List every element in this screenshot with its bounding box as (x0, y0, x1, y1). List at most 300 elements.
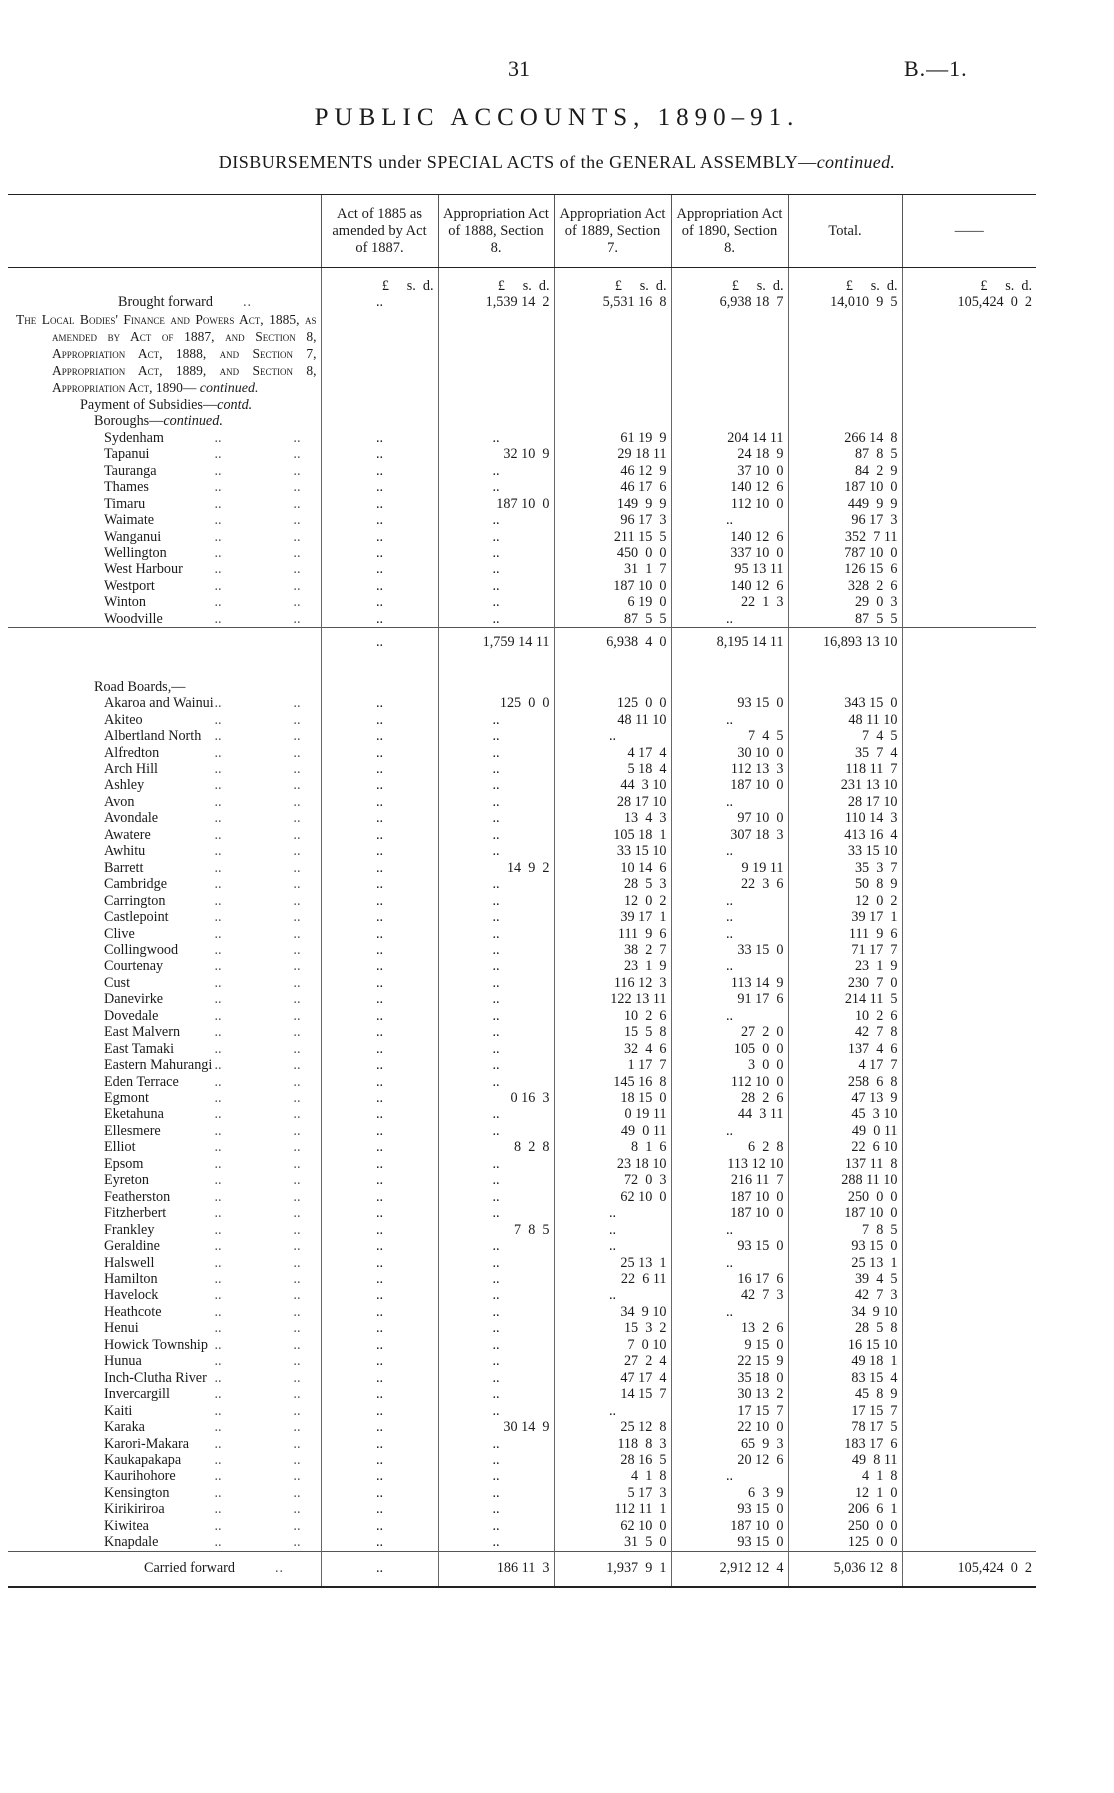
cell-appropriation-1889: 46 17 6 (554, 479, 671, 495)
unit-label: £ s. d. (902, 268, 1036, 295)
cell-appropriation-1888: .. (438, 712, 554, 728)
road-board-row (8, 1156, 1036, 1172)
road-board-row (8, 1534, 1036, 1551)
cell-appropriation-1890: 22 3 6 (671, 876, 788, 892)
road-board-row (8, 1123, 1036, 1139)
column-header-appropriation-1890: Appropriation Act of 1890, Section 8. (671, 195, 788, 268)
road-board-row (8, 1205, 1036, 1221)
row-label: Courtenay (104, 958, 164, 975)
borough-row (8, 594, 1036, 610)
road-board-row (8, 1304, 1036, 1320)
road-board-row (8, 958, 1036, 974)
row-label: Thames (104, 479, 149, 496)
cell-act-1885: .. (321, 611, 438, 628)
road-board-row (8, 1370, 1036, 1386)
subtitle-continued: continued. (816, 152, 896, 172)
borough-row (8, 512, 1036, 528)
row-label: Dovedale (104, 1007, 159, 1024)
cell-total: 266 14 8 (788, 430, 902, 446)
row-label: Kaukapakapa (104, 1452, 182, 1468)
cell-appropriation-1889: 47 17 4 (554, 1370, 671, 1386)
brought-forward-row: Brought forward .. .. 1,539 14 2 5,531 16 8 6,938 18 7 14,010 9 5 105,424 0 2 (8, 294, 1036, 310)
leader-dots: .. .. (214, 810, 301, 827)
cell-appropriation-1888: .. (438, 1370, 554, 1386)
page-title: PUBLIC ACCOUNTS, 1890–91. (314, 104, 800, 131)
unit-label: £ s. d. (554, 268, 671, 295)
cell-total: 126 15 6 (788, 561, 902, 577)
cell-act-1885: .. (321, 728, 438, 744)
cell-appropriation-1888: .. (438, 745, 554, 761)
cell-act-1885: .. (321, 1353, 438, 1369)
cell-appropriation-1890: 37 10 0 (671, 463, 788, 479)
cell-appropriation-1890: .. (671, 1123, 788, 1139)
cell-total: 83 15 4 (788, 1370, 902, 1386)
cell-appropriation-1890: .. (671, 1222, 788, 1238)
cell-appropriation-1889: 122 13 11 (554, 991, 671, 1007)
cell-appropriation-1888: .. (438, 1386, 554, 1402)
boroughs-heading: Boroughs— (94, 413, 164, 430)
cell-act-1885: .. (321, 876, 438, 892)
cell-appropriation-1889: 8 1 6 (554, 1139, 671, 1155)
leader-dots: .. .. (214, 1386, 301, 1403)
cell-total: 96 17 3 (788, 512, 902, 528)
column-header-dash: —— (902, 195, 1036, 268)
cell-total: 29 0 3 (788, 594, 902, 610)
borough-row (8, 611, 1036, 628)
cell-appropriation-1888: .. (438, 611, 554, 628)
cell-appropriation-1889: 61 19 9 (554, 430, 671, 446)
leader-dots: .. .. (214, 958, 301, 975)
cell-appropriation-1888: .. (438, 810, 554, 826)
cell-total: 49 8 11 (788, 1452, 902, 1468)
cell-total: 49 18 1 (788, 1353, 902, 1369)
cell-appropriation-1889: 44 3 10 (554, 777, 671, 793)
row-label: Havelock (104, 1287, 159, 1304)
cell-total: 45 8 9 (788, 1386, 902, 1402)
road-board-row (8, 1403, 1036, 1419)
cell-total: 35 3 7 (788, 860, 902, 876)
cell-appropriation-1888: .. (438, 1123, 554, 1139)
cell-appropriation-1890: .. (671, 926, 788, 942)
cell-appropriation-1888: .. (438, 1041, 554, 1057)
cell-appropriation-1890: 187 10 0 (671, 1518, 788, 1534)
cell-act-1885: .. (321, 529, 438, 545)
cell-total: 35 7 4 (788, 745, 902, 761)
row-label: Kensington (104, 1484, 170, 1501)
cell-appropriation-1889: 10 2 6 (554, 1008, 671, 1024)
cell-act-1885: .. (321, 1386, 438, 1402)
cell-total: 787 10 0 (788, 545, 902, 561)
cell-act-1885: .. (321, 1057, 438, 1073)
cell-act-1885: .. (321, 446, 438, 462)
cell-appropriation-1889: 48 11 10 (554, 712, 671, 728)
cell-appropriation-1890: 105 0 0 (671, 1041, 788, 1057)
cell-appropriation-1888: .. (438, 1189, 554, 1205)
row-label: Tauranga (104, 462, 157, 479)
road-board-row (8, 1501, 1036, 1517)
road-board-row (8, 876, 1036, 892)
road-board-row (8, 909, 1036, 925)
row-label: Geraldine (104, 1238, 160, 1255)
leader-dots: .. .. (214, 577, 301, 594)
row-label: Albertland North (104, 728, 202, 745)
cell-appropriation-1889: 23 18 10 (554, 1156, 671, 1172)
cell-act-1885: .. (321, 761, 438, 777)
cell-act-1885: .. (321, 430, 438, 446)
cell-act-1885: .. (321, 1370, 438, 1386)
cell-act-1885: .. (321, 1074, 438, 1090)
road-board-row (8, 860, 1036, 876)
cell-appropriation-1889: 28 17 10 (554, 794, 671, 810)
cell-act-1885: .. (321, 1106, 438, 1122)
cell-appropriation-1889: 15 3 2 (554, 1320, 671, 1336)
cell-appropriation-1890: 140 12 6 (671, 529, 788, 545)
cell-appropriation-1890: 6,938 18 7 (671, 294, 788, 310)
road-board-row (8, 1337, 1036, 1353)
carried-forward-row: Carried forward .. .. 186 11 3 1,937 9 1 2,912 12 4 5,036 12 8 105,424 0 2 (8, 1551, 1036, 1587)
cell-appropriation-1889: .. (554, 1238, 671, 1254)
row-label: East Malvern (104, 1024, 181, 1041)
cell-total: 7 8 5 (788, 1222, 902, 1238)
cell-grand: 105,424 0 2 (902, 294, 1036, 310)
cell-total: 231 13 10 (788, 777, 902, 793)
unit-label: £ s. d. (438, 268, 554, 295)
road-board-row (8, 926, 1036, 942)
road-board-row (8, 975, 1036, 991)
leader-dots: .. .. (214, 544, 301, 561)
borough-row (8, 529, 1036, 545)
cell-total: 39 4 5 (788, 1271, 902, 1287)
cell-total: 87 8 5 (788, 446, 902, 462)
cell-appropriation-1888: .. (438, 794, 554, 810)
cell-total: 28 5 8 (788, 1320, 902, 1336)
leader-dots: .. .. (214, 1271, 301, 1288)
cell-total: 328 2 6 (788, 578, 902, 594)
cell-appropriation-1889: .. (554, 1205, 671, 1221)
cell-appropriation-1889: 32 4 6 (554, 1041, 671, 1057)
leader-dots: .. .. (214, 1287, 301, 1304)
cell-total: 87 5 5 (788, 611, 902, 628)
cell-act-1885: .. (321, 1419, 438, 1435)
row-label: Eden Terrace (104, 1073, 179, 1090)
cell-appropriation-1888: .. (438, 1337, 554, 1353)
cell-appropriation-1889: 39 17 1 (554, 909, 671, 925)
cell-total: 23 1 9 (788, 958, 902, 974)
cell-appropriation-1888: 187 10 0 (438, 496, 554, 512)
cell-appropriation-1889: 87 5 5 (554, 611, 671, 628)
row-label: Westport (104, 577, 155, 594)
cell-total: 17 15 7 (788, 1403, 902, 1419)
cell-grand: 105,424 0 2 (902, 1551, 1036, 1587)
cell-act-1885: .. (321, 1320, 438, 1336)
borough-row (8, 496, 1036, 512)
cell-appropriation-1888: .. (438, 529, 554, 545)
row-label: Kaiti (104, 1402, 133, 1419)
disbursements-table (8, 194, 1036, 1588)
cell-total: 42 7 3 (788, 1287, 902, 1303)
cell-total: 84 2 9 (788, 463, 902, 479)
cell-total: 14,010 9 5 (788, 294, 902, 310)
row-label: Karaka (104, 1419, 145, 1436)
leader-dots: .. .. (214, 462, 301, 479)
leader-dots: .. .. (214, 941, 301, 958)
cell-appropriation-1889: 1,937 9 1 (554, 1551, 671, 1587)
cell-act-1885: .. (321, 1139, 438, 1155)
cell-appropriation-1888: .. (438, 893, 554, 909)
cell-act-1885: .. (321, 512, 438, 528)
row-label: Timaru (104, 495, 146, 512)
cell-appropriation-1888: .. (438, 1436, 554, 1452)
borough-row (8, 446, 1036, 462)
row-label: Danevirke (104, 991, 164, 1008)
cell-appropriation-1888: .. (438, 1287, 554, 1303)
cell-total: 137 4 6 (788, 1041, 902, 1057)
brought-forward-label: Brought forward (118, 294, 213, 311)
cell-total: 50 8 9 (788, 876, 902, 892)
cell-act-1885: .. (321, 794, 438, 810)
row-label: Alfredton (104, 744, 160, 761)
road-board-row (8, 1518, 1036, 1534)
row-label: Howick Township (104, 1336, 208, 1353)
cell-appropriation-1889: 62 10 0 (554, 1189, 671, 1205)
cell-appropriation-1888: .. (438, 1106, 554, 1122)
row-label: Woodville (104, 610, 163, 627)
cell-appropriation-1889: 5,531 16 8 (554, 294, 671, 310)
cell-appropriation-1890: 65 9 3 (671, 1436, 788, 1452)
road-board-row (8, 761, 1036, 777)
leader-dots: .. .. (214, 1254, 301, 1271)
leader-dots: .. .. (214, 1122, 301, 1139)
cell-appropriation-1889: 33 15 10 (554, 843, 671, 859)
cell-appropriation-1890: .. (671, 958, 788, 974)
leader-dots: .. .. (214, 876, 301, 893)
cell-appropriation-1888: .. (438, 545, 554, 561)
cell-act-1885: .. (321, 1534, 438, 1551)
road-boards-heading: Road Boards,— (94, 678, 186, 695)
leader-dots: .. .. (214, 1057, 301, 1074)
leader-dots: .. .. (214, 1139, 301, 1156)
cell-appropriation-1890: 7 4 5 (671, 728, 788, 744)
road-board-row (8, 1057, 1036, 1073)
road-board-row (8, 1468, 1036, 1484)
cell-appropriation-1890: 95 13 11 (671, 561, 788, 577)
leader-dots: .. .. (214, 1090, 301, 1107)
cell-appropriation-1888: .. (438, 1468, 554, 1484)
leader-dots: .. .. (214, 1106, 301, 1123)
cell-appropriation-1888: .. (438, 1156, 554, 1172)
cell-act-1885: .. (321, 1205, 438, 1221)
cell-total: 33 15 10 (788, 843, 902, 859)
road-board-row (8, 1172, 1036, 1188)
cell-appropriation-1889: 23 1 9 (554, 958, 671, 974)
row-label: Akaroa and Wainui (104, 695, 214, 712)
cell-appropriation-1888: .. (438, 1501, 554, 1517)
leader-dots: .. .. (214, 1468, 301, 1485)
leader-dots: .. .. (214, 1534, 301, 1551)
cell-total: 12 0 2 (788, 893, 902, 909)
cell-appropriation-1889: .. (554, 728, 671, 744)
cell-appropriation-1888: 1,539 14 2 (438, 294, 554, 310)
cell-appropriation-1890: 35 18 0 (671, 1370, 788, 1386)
cell-act-1885: .. (321, 1551, 438, 1587)
leader-dots: .. .. (214, 1073, 301, 1090)
cell-appropriation-1889: 105 18 1 (554, 827, 671, 843)
cell-appropriation-1890: .. (671, 843, 788, 859)
cell-appropriation-1890: 9 15 0 (671, 1337, 788, 1353)
leader-dots: .. .. (214, 1369, 301, 1386)
cell-appropriation-1890: 42 7 3 (671, 1287, 788, 1303)
cell-act-1885: .. (321, 893, 438, 909)
borough-row (8, 430, 1036, 446)
leader-dots: .. .. (214, 695, 301, 712)
cell-appropriation-1888: .. (438, 843, 554, 859)
cell-appropriation-1888: .. (438, 1057, 554, 1073)
row-label: Collingwood (104, 941, 179, 958)
cell-appropriation-1888: .. (438, 1074, 554, 1090)
row-label: Cust (104, 974, 131, 991)
cell-appropriation-1889: 25 12 8 (554, 1419, 671, 1435)
cell-appropriation-1889: 72 0 3 (554, 1172, 671, 1188)
cell-act-1885: .. (321, 1090, 438, 1106)
cell-appropriation-1888: .. (438, 991, 554, 1007)
cell-appropriation-1890: 337 10 0 (671, 545, 788, 561)
cell-act-1885: .. (321, 1189, 438, 1205)
row-label: East Tamaki (104, 1040, 175, 1057)
road-board-row (8, 1189, 1036, 1205)
row-label: Epsom (104, 1155, 144, 1172)
cell-appropriation-1890: 140 12 6 (671, 578, 788, 594)
cell-appropriation-1888: .. (438, 777, 554, 793)
cell-act-1885: .. (321, 294, 438, 310)
row-label: Henui (104, 1320, 139, 1337)
cell-act-1885: .. (321, 578, 438, 594)
cell-total: 28 17 10 (788, 794, 902, 810)
cell-appropriation-1888: .. (438, 1452, 554, 1468)
cell-act-1885: .. (321, 712, 438, 728)
leader-dots: .. .. (214, 1205, 301, 1222)
row-label: Avon (104, 793, 135, 810)
leader-dots: .. .. (214, 793, 301, 810)
road-board-row (8, 1485, 1036, 1501)
cell-appropriation-1888: .. (438, 761, 554, 777)
leader-dots: .. .. (214, 1501, 301, 1518)
road-board-row (8, 1386, 1036, 1402)
subsidies-heading-row: Payment of Subsidies—contd. (8, 397, 1036, 413)
cell-total: 250 0 0 (788, 1518, 902, 1534)
borough-row (8, 561, 1036, 577)
spacer-row (8, 657, 1036, 679)
row-label: Cambridge (104, 876, 168, 893)
cell-total: 47 13 9 (788, 1090, 902, 1106)
road-board-row (8, 843, 1036, 859)
leader-dots: .. .. (214, 446, 301, 463)
cell-appropriation-1888: .. (438, 1353, 554, 1369)
leader-dots: .. .. (214, 1353, 301, 1370)
cell-total: 34 9 10 (788, 1304, 902, 1320)
unit-label: £ s. d. (321, 268, 438, 295)
cell-appropriation-1889: 14 15 7 (554, 1386, 671, 1402)
total-cell-appropriation-1888: 1,759 14 11 (438, 628, 554, 657)
cell-appropriation-1890: 93 15 0 (671, 1501, 788, 1517)
row-label: Clive (104, 925, 135, 942)
cell-act-1885: .. (321, 561, 438, 577)
cell-appropriation-1889: 0 19 11 (554, 1106, 671, 1122)
unit-label: £ s. d. (788, 268, 902, 295)
total-cell-appropriation-1889: 6,938 4 0 (554, 628, 671, 657)
cell-appropriation-1890: 112 10 0 (671, 496, 788, 512)
cell-appropriation-1890: 6 3 9 (671, 1485, 788, 1501)
cell-act-1885: .. (321, 1501, 438, 1517)
cell-appropriation-1888: .. (438, 512, 554, 528)
cell-act-1885: .. (321, 1468, 438, 1484)
cell-appropriation-1888: .. (438, 594, 554, 610)
cell-total: 7 4 5 (788, 728, 902, 744)
act-heading: The Local Bodies' Finance and Powers Act, 1885, as amended by Act of 1887, and Section 8, Appropriation Act, 1888, and Section 7, Appropriation Act, 1889, and Section 8, Appropriation Act, 1890— continued. (16, 311, 317, 396)
cell-appropriation-1888: .. (438, 1008, 554, 1024)
cell-appropriation-1888: 14 9 2 (438, 860, 554, 876)
cell-total: 250 0 0 (788, 1189, 902, 1205)
leader-dots: .. .. (214, 1484, 301, 1501)
cell-appropriation-1890: 112 10 0 (671, 1074, 788, 1090)
cell-appropriation-1890: 6 2 8 (671, 1139, 788, 1155)
cell-total: 449 9 9 (788, 496, 902, 512)
column-header-row (8, 195, 1036, 268)
row-label: Heathcote (104, 1303, 162, 1320)
leader-dots: .. .. (214, 1402, 301, 1419)
cell-appropriation-1889: 111 9 6 (554, 926, 671, 942)
row-label: Egmont (104, 1090, 149, 1107)
row-label: Kaurihohore (104, 1468, 176, 1485)
cell-appropriation-1888: 186 11 3 (438, 1551, 554, 1587)
leader-dots: .. .. (214, 610, 301, 627)
leader-dots: .. .. (214, 1238, 301, 1255)
leader-dots: .. .. (214, 1452, 301, 1468)
cell-appropriation-1889: .. (554, 1403, 671, 1419)
road-board-row (8, 893, 1036, 909)
cell-act-1885: .. (321, 1436, 438, 1452)
leader-dots: .. .. (214, 728, 301, 745)
cell-act-1885: .. (321, 1485, 438, 1501)
cell-total: 25 13 1 (788, 1255, 902, 1271)
road-board-row (8, 1139, 1036, 1155)
leader-dots: .. .. (214, 512, 301, 529)
cell-act-1885: .. (321, 1172, 438, 1188)
total-cell-act-1885: .. (321, 628, 438, 657)
cell-total: 93 15 0 (788, 1238, 902, 1254)
cell-total: 45 3 10 (788, 1106, 902, 1122)
leader-dots: .. .. (214, 744, 301, 761)
cell-total: 110 14 3 (788, 810, 902, 826)
leader-dots: .. .. (214, 974, 301, 991)
cell-act-1885: .. (321, 958, 438, 974)
cell-appropriation-1888: .. (438, 1271, 554, 1287)
cell-appropriation-1889: 1 17 7 (554, 1057, 671, 1073)
leader-dots: .. .. (214, 1040, 301, 1057)
cell-total: 78 17 5 (788, 1419, 902, 1435)
cell-appropriation-1890: 3 0 0 (671, 1057, 788, 1073)
cell-appropriation-1889: 4 17 4 (554, 745, 671, 761)
cell-total: 352 7 11 (788, 529, 902, 545)
cell-appropriation-1890: .. (671, 512, 788, 528)
cell-total: 118 11 7 (788, 761, 902, 777)
road-board-row (8, 1090, 1036, 1106)
cell-total: 42 7 8 (788, 1024, 902, 1040)
cell-appropriation-1888: 8 2 8 (438, 1139, 554, 1155)
cell-appropriation-1889: 62 10 0 (554, 1518, 671, 1534)
borough-row (8, 463, 1036, 479)
cell-appropriation-1890: 22 1 3 (671, 594, 788, 610)
boroughs-total-row (8, 628, 1036, 657)
